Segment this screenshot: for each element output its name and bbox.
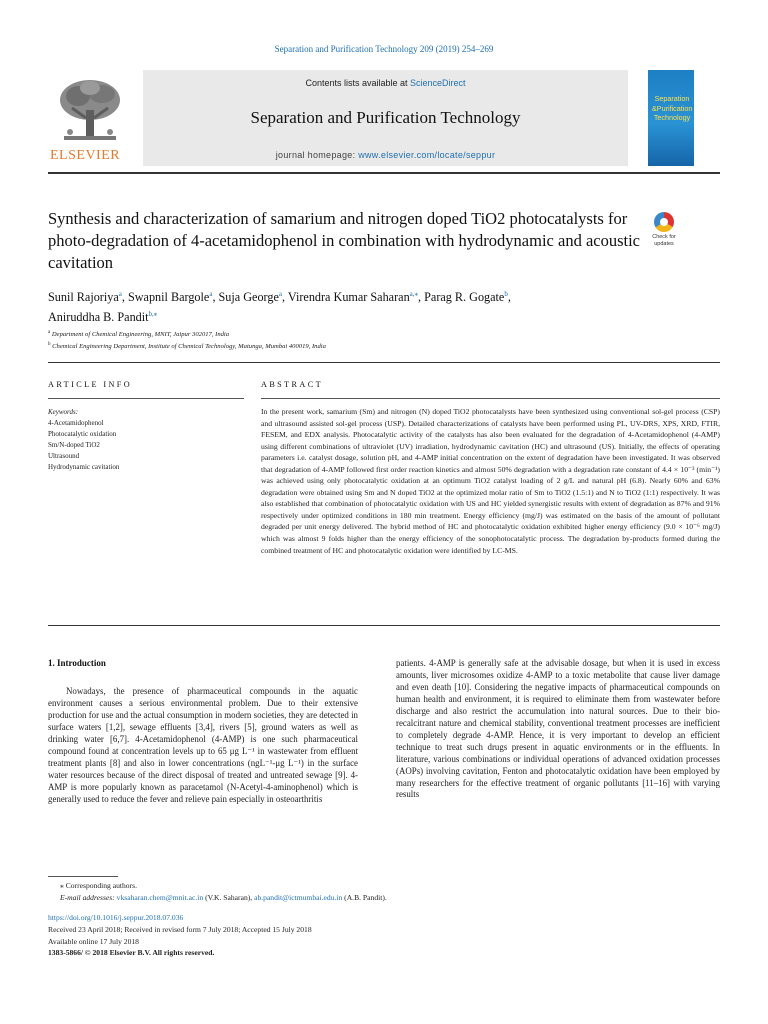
header-divider [48, 362, 720, 363]
masthead-banner [143, 70, 628, 166]
elsevier-wordmark: ELSEVIER [50, 148, 121, 163]
keywords-block [48, 407, 244, 474]
copyright-notice: 1383-5866/ © 2018 Elsevier B.V. All rights reserved. [48, 948, 215, 958]
introduction-paragraph: Nowadays, the presence of pharmaceutical compounds in the aquatic environment causes a serious environmental problem. Due to their extensive production for use and the actual consumption in modern societies, they are detected in surface waters [1,2], sewage effluents [3,4], rivers [5], ground waters as well as drinking water [6,7]. 4-Acetamidophenol (4-AMP) is one such pharmaceutical compound found at concentration levels up to 65 μg L⁻¹ in wastewater from effluent treatment plants [8] and also in lower concentrations (ngL⁻¹-μg L⁻¹) in the surface water resources because of the direct disposal of treated and untreated sewage [9]. 4-AMP is more popularly known as paracetamol (N-Acetyl-4-aminophenol) which is generally used to reduce the fever and relieve pain especially in osteoarthritis [48, 686, 358, 804]
homepage-label: journal homepage: [275, 150, 359, 160]
author-name: Aniruddha B. Pandit [48, 310, 149, 325]
author-affiliation-link[interactable]: a [278, 290, 283, 298]
contents-prefix: Contents lists available at [305, 78, 411, 88]
email-label: E-mail addresses: [60, 893, 117, 902]
journal-masthead [48, 70, 694, 166]
affiliation-text: Department of Chemical Engineering, MNIT, Jaipur 302017, India [51, 331, 230, 339]
elsevier-tree-icon [54, 74, 126, 146]
introduction-left-column [48, 686, 358, 806]
abstract-end-divider [48, 625, 720, 626]
journal-homepage-line [143, 150, 628, 160]
cover-line: &Purification [652, 103, 693, 113]
journal-reference-link[interactable]: Separation and Purification Technology 209 (2019) 254–269 [274, 44, 494, 54]
masthead-divider [48, 172, 720, 174]
affiliations [48, 328, 688, 352]
author-name: Swapnil Bargole [127, 290, 210, 305]
introduction-right-column: patients. 4-AMP is generally safe at the advisable dosage, but when it is used in excess amounts, liver microsomes oxidize 4-AMP to a toxic metabolite that cause liver damage and even death [10]. Considering the negative impacts of pharmaceutical compounds on human health and environment, it is required to eliminate them from wastewater before discharge and also restrict the accumulation into natural sources. Due to their bio-recalcitrant nature and chemical stability, conventional treatment processes are inefficient to completely degrade 4-AMP. Hence, it is very important to develop an efficient technique to treat such drugs present in aquatic environments or in the effluents. In literature, various combinations or individual operations of advanced oxidation processes (AOPs) involving cavitation, Fenton and photocatalytic oxidation have been employed by many researchers for the effective treatment of organic pollutants [11–16] with varying results [396, 658, 720, 800]
publisher-logo[interactable] [48, 70, 130, 166]
keywords-label: Keywords: [48, 408, 79, 416]
author-name: Virendra Kumar Saharan [287, 290, 410, 305]
affiliation [48, 340, 688, 352]
cover-title [652, 94, 692, 123]
journal-cover-thumbnail[interactable] [648, 70, 694, 166]
author-name: Sunil Rajoriya [48, 290, 119, 305]
available-online-date: Available online 17 July 2018 [48, 936, 139, 946]
journal-homepage-link[interactable]: www.elsevier.com/locate/seppur [358, 150, 496, 160]
check-for-updates-badge[interactable] [645, 212, 683, 256]
affiliation-text: Chemical Engineering Department, Institute of Chemical Technology, Matunga, Mumbai 400019, India [52, 343, 326, 351]
footnote-divider [48, 876, 118, 877]
author-affiliation-link[interactable]: a [118, 290, 122, 298]
article-info-divider [48, 398, 244, 399]
abstract-divider [261, 398, 720, 399]
crossmark-label: Check for updates [652, 234, 676, 247]
crossmark-icon [654, 212, 674, 232]
footnotes [60, 880, 700, 904]
email-addresses [60, 892, 700, 904]
cover-line: Technology [653, 113, 691, 122]
article-info-heading: ARTICLE INFO [48, 380, 133, 389]
contents-line [143, 78, 628, 88]
keyword: Photocatalytic oxidation [48, 430, 117, 439]
keyword: Sm/N-doped TiO2 [48, 441, 100, 450]
author-name: Parag R. Gogate [424, 290, 505, 305]
email-owner: (A.B. Pandit). [342, 893, 387, 902]
cover-line: Separation [654, 94, 690, 103]
affiliation [48, 328, 688, 340]
author-affiliation-link[interactable]: b,⁎ [148, 310, 158, 319]
corresponding-author-note: ⁎ Corresponding authors. [60, 881, 137, 890]
keyword: Ultrasound [48, 452, 80, 461]
email-owner: (V.K. Saharan), [203, 893, 255, 902]
keyword: 4-Acetamidophenol [48, 419, 104, 428]
affiliation-marker: b [48, 342, 51, 348]
author-list: Sunil Rajoriya$^a$, Swapnil Bargole$^a$, Suja George$^a$, Virendra Kumar Saharan$^{a,⁎}$, Parag R. Gogate$^b$, Aniruddha B. Pandit$^{b,⁎}$ [48, 290, 511, 325]
affiliation-marker: a [48, 330, 51, 335]
received-dates: Received 23 April 2018; Received in revised form 7 July 2018; Accepted 15 July 2018 [48, 924, 312, 934]
author-affiliation-link[interactable]: b [504, 290, 508, 298]
introduction-heading: 1. Introduction [48, 658, 106, 668]
author-affiliation-link[interactable]: a [209, 290, 213, 298]
journal-title: Separation and Purification Technology [250, 108, 521, 127]
sciencedirect-link[interactable]: ScienceDirect [410, 78, 466, 88]
article-title: Synthesis and characterization of samarium and nitrogen doped TiO2 photocatalysts for photo-degradation of 4-acetamidophenol in combination with hydrodynamic and acoustic cavitation [48, 209, 641, 272]
email-link-pandit[interactable]: ab.pandit@ictmumbai.edu.in [254, 893, 343, 902]
abstract-text: In the present work, samarium (Sm) and nitrogen (N) doped TiO2 photocatalysts have been synthesized using conventional sol-gel process (CSP) and ultrasound assisted sol-gel process (USP). Detailed characterizations of catalysts have been performed using PL, UV-DRS, XPS, XRD, FTIR, FESEM, and EDX analysis. Photocatalytic activity of the catalysts has also been evaluated for the degradation of 4-Acetamidophenol (4-AMP) using different combinations of ultraviolet (UV) irradiation, hydrodynamic cavitation (HC) and ultrasound (US). Initially, the effects of operating parameters i.e. catalyst dosage, solution pH, and 4-AMP initial concentration on the extent of degradation have been investigated. It was observed that degradation of 4-AMP followed first order reaction kinetics and almost 50% degradation with a degradation rate constant of 4.4 × 10⁻³ (min⁻¹) was achieved using only photocatalytic oxidation at an optimum TiO2 catalyst loading of 2 g/L and natural pH (6.8). Nearly 60% and 63% degradation were obtained using Sm and N doped TiO2 at the optimized molar ratio of Sm to TiO2 (1.5:1) and N to TiO2 (1:1) respectively. It was also established that combination of photocatalytic oxidation with US and HC yielded synergistic results with extent of degradation as 87% and 91% respectively under optimized conditions in 180 min treatment. Energy efficiency (mg/J) was estimated on the basis of the amount of pollutant degraded per unit energy delivered. The hybrid method of HC and photocatalytic oxidation exhibited higher energy efficiency (9.0 × 10⁻⁶ mg/J) which was almost 9 folds higher than the energy efficiency of the sonophotocatalytic process. The degradation by-products formed during the combined treatment of HC and photocatalytic oxidation were identified by LC-MS. [261, 407, 720, 555]
email-link-saharan[interactable]: vksaharan.chem@mnit.ac.in [116, 893, 204, 902]
abstract-heading: ABSTRACT [261, 380, 323, 389]
author-affiliation-link[interactable]: a,⁎ [409, 290, 419, 298]
author-name: Suja George [218, 290, 279, 305]
doi-link[interactable]: https://doi.org/10.1016/j.seppur.2018.07.036 [48, 913, 184, 922]
front-matter [48, 912, 688, 959]
keyword: Hydrodynamic cavitation [48, 463, 120, 472]
